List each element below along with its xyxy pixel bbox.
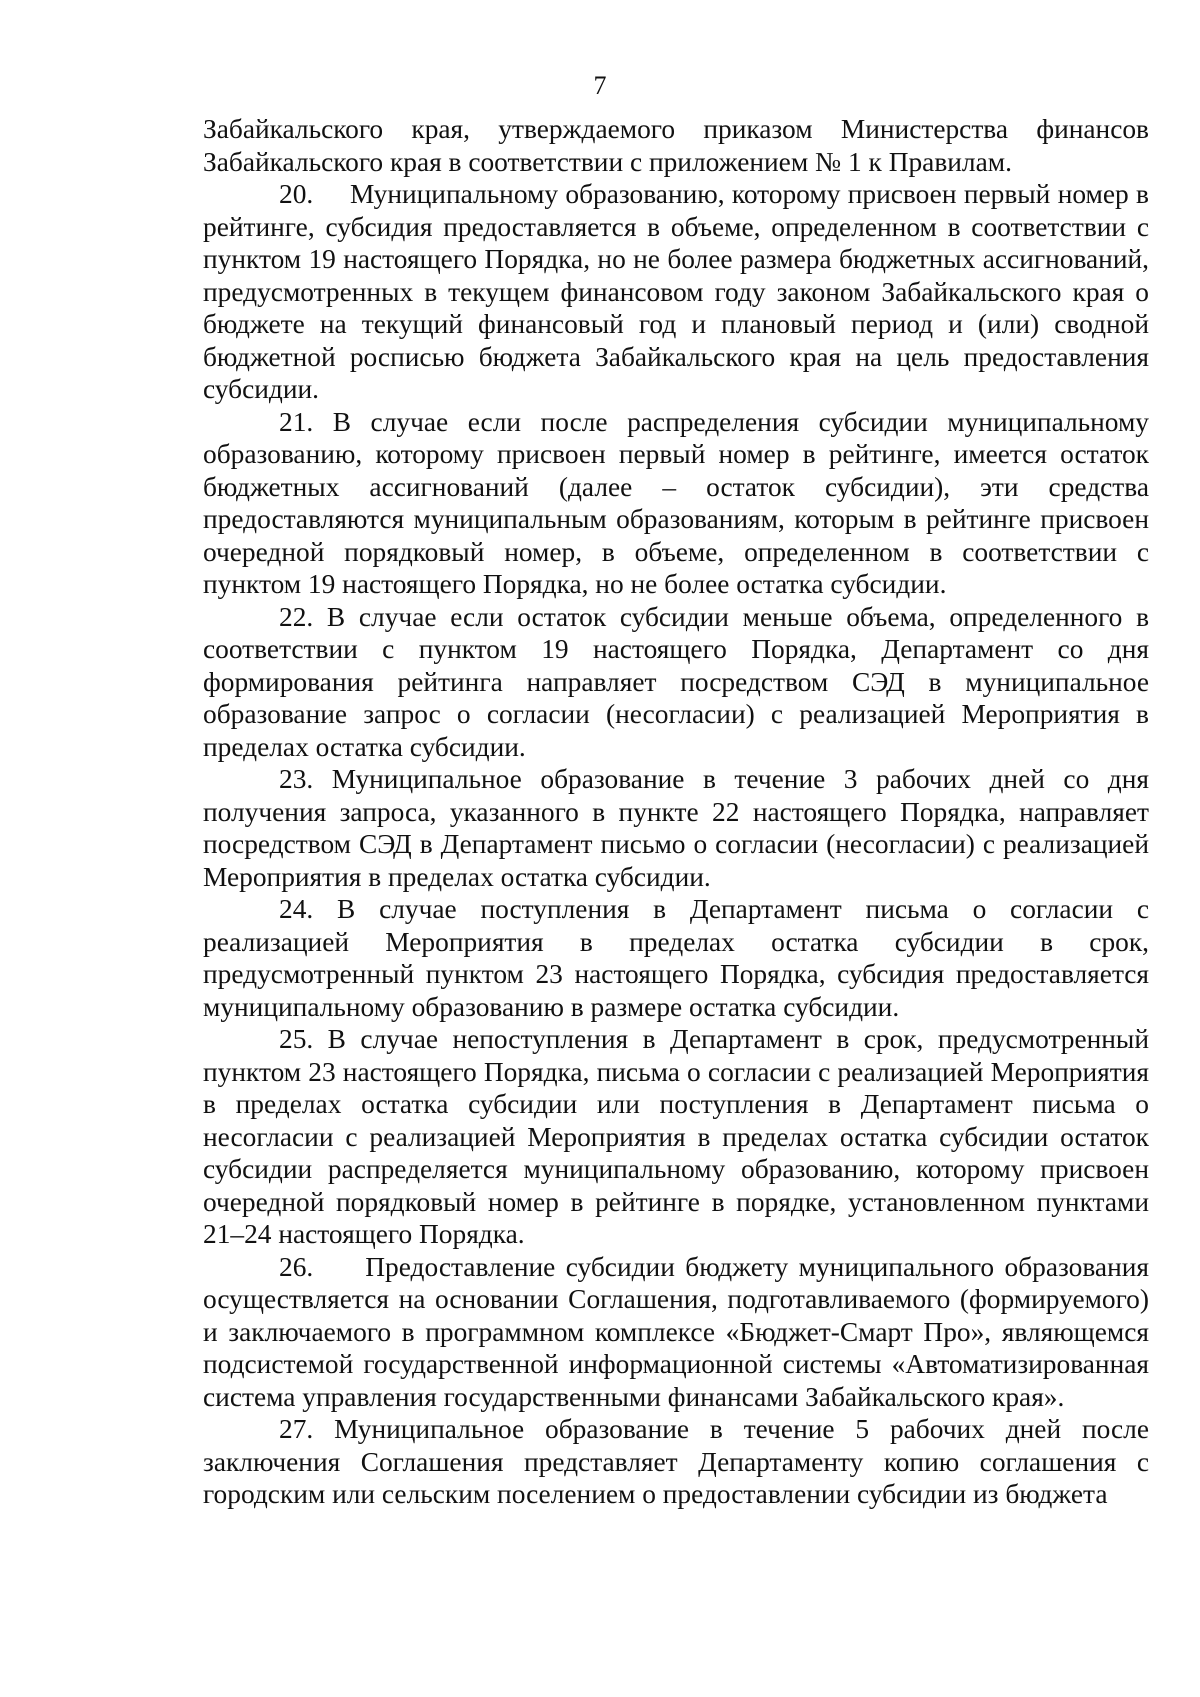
paragraph-21: 21. В случае если после распределения субсидии муниципальному образованию, которому присвоен первый номер в рейтинге, имеется остаток бюджетных ассигнований (далее – остаток субсидии), эти средства предоставляются муниципальным образованиям, которым в рейтинге присвоен очередной порядковый номер, в объеме, определенном в соответствии с пунктом 19 настоящего Порядка, но не более остатка субсидии. bbox=[203, 406, 1149, 599]
paragraph-20: 20. Муниципальному образованию, которому присвоен первый номер в рейтинге, субсидия предоставляется в объеме, определенном в соответствии с пунктом 19 настоящего Порядка, но не более размера бюджетных ассигнований, предусмотренных в текущем финансовом году законом Забайкальского края о бюджете на текущий финансовый год и плановый период и (или) сводной бюджетной росписью бюджета Забайкальского края на цель предоставления субсидии. bbox=[203, 179, 1149, 404]
page-number: 7 bbox=[593, 71, 607, 100]
paragraph-23: 23. Муниципальное образование в течение 3 рабочих дней со дня получения запроса, указанного в пункте 22 настоящего Порядка, направляет посредством СЭД в Департамент письмо о согласии (несогласии) с реализацией Мероприятия в пределах остатка субсидии. bbox=[203, 764, 1149, 892]
paragraph-27: 27. Муниципальное образование в течение 5 рабочих дней после заключения Соглашения представляет Департаменту копию соглашения с городским или сельским поселением о предоставлении субсидии из бюджета bbox=[203, 1414, 1149, 1509]
document-body bbox=[203, 113, 1149, 1511]
paragraph-continuation: Забайкальского края, утверждаемого приказом Министерства финансов Забайкальского края в соответствии с приложением № 1 к Правилам. bbox=[203, 114, 1149, 177]
paragraph-25: 25. В случае непоступления в Департамент в срок, предусмотренный пунктом 23 настоящего Порядка, письма о согласии с реализацией Мероприятия в пределах остатка субсидии или поступления в Департамент письма о несогласии с реализацией Мероприятия в пределах остатка субсидии остаток субсидии распределяется муниципальному образованию, которому присвоен очередной порядковый номер в рейтинге в порядке, установленном пунктами 21–24 настоящего Порядка. bbox=[203, 1024, 1149, 1249]
paragraph-22: 22. В случае если остаток субсидии меньше объема, определенного в соответствии с пунктом 19 настоящего Порядка, Департамент со дня формирования рейтинга направляет посредством СЭД в муниципальное образование запрос о согласии (несогласии) с реализацией Мероприятия в пределах остатка субсидии. bbox=[203, 601, 1149, 762]
paragraph-26: 26. Предоставление субсидии бюджету муниципального образования осуществляется на основании Соглашения, подготавливаемого (формируемого) и заключаемого в программном комплексе «Бюджет-Смарт Про», являющемся подсистемой государственной информационной системы «Автоматизированная система управления государственными финансами Забайкальского края». bbox=[203, 1251, 1149, 1412]
paragraph-24: 24. В случае поступления в Департамент письма о согласии с реализацией Мероприятия в пределах остатка субсидии в срок, предусмотренный пунктом 23 настоящего Порядка, субсидия предоставляется муниципальному образованию в размере остатка субсидии. bbox=[203, 894, 1149, 1022]
